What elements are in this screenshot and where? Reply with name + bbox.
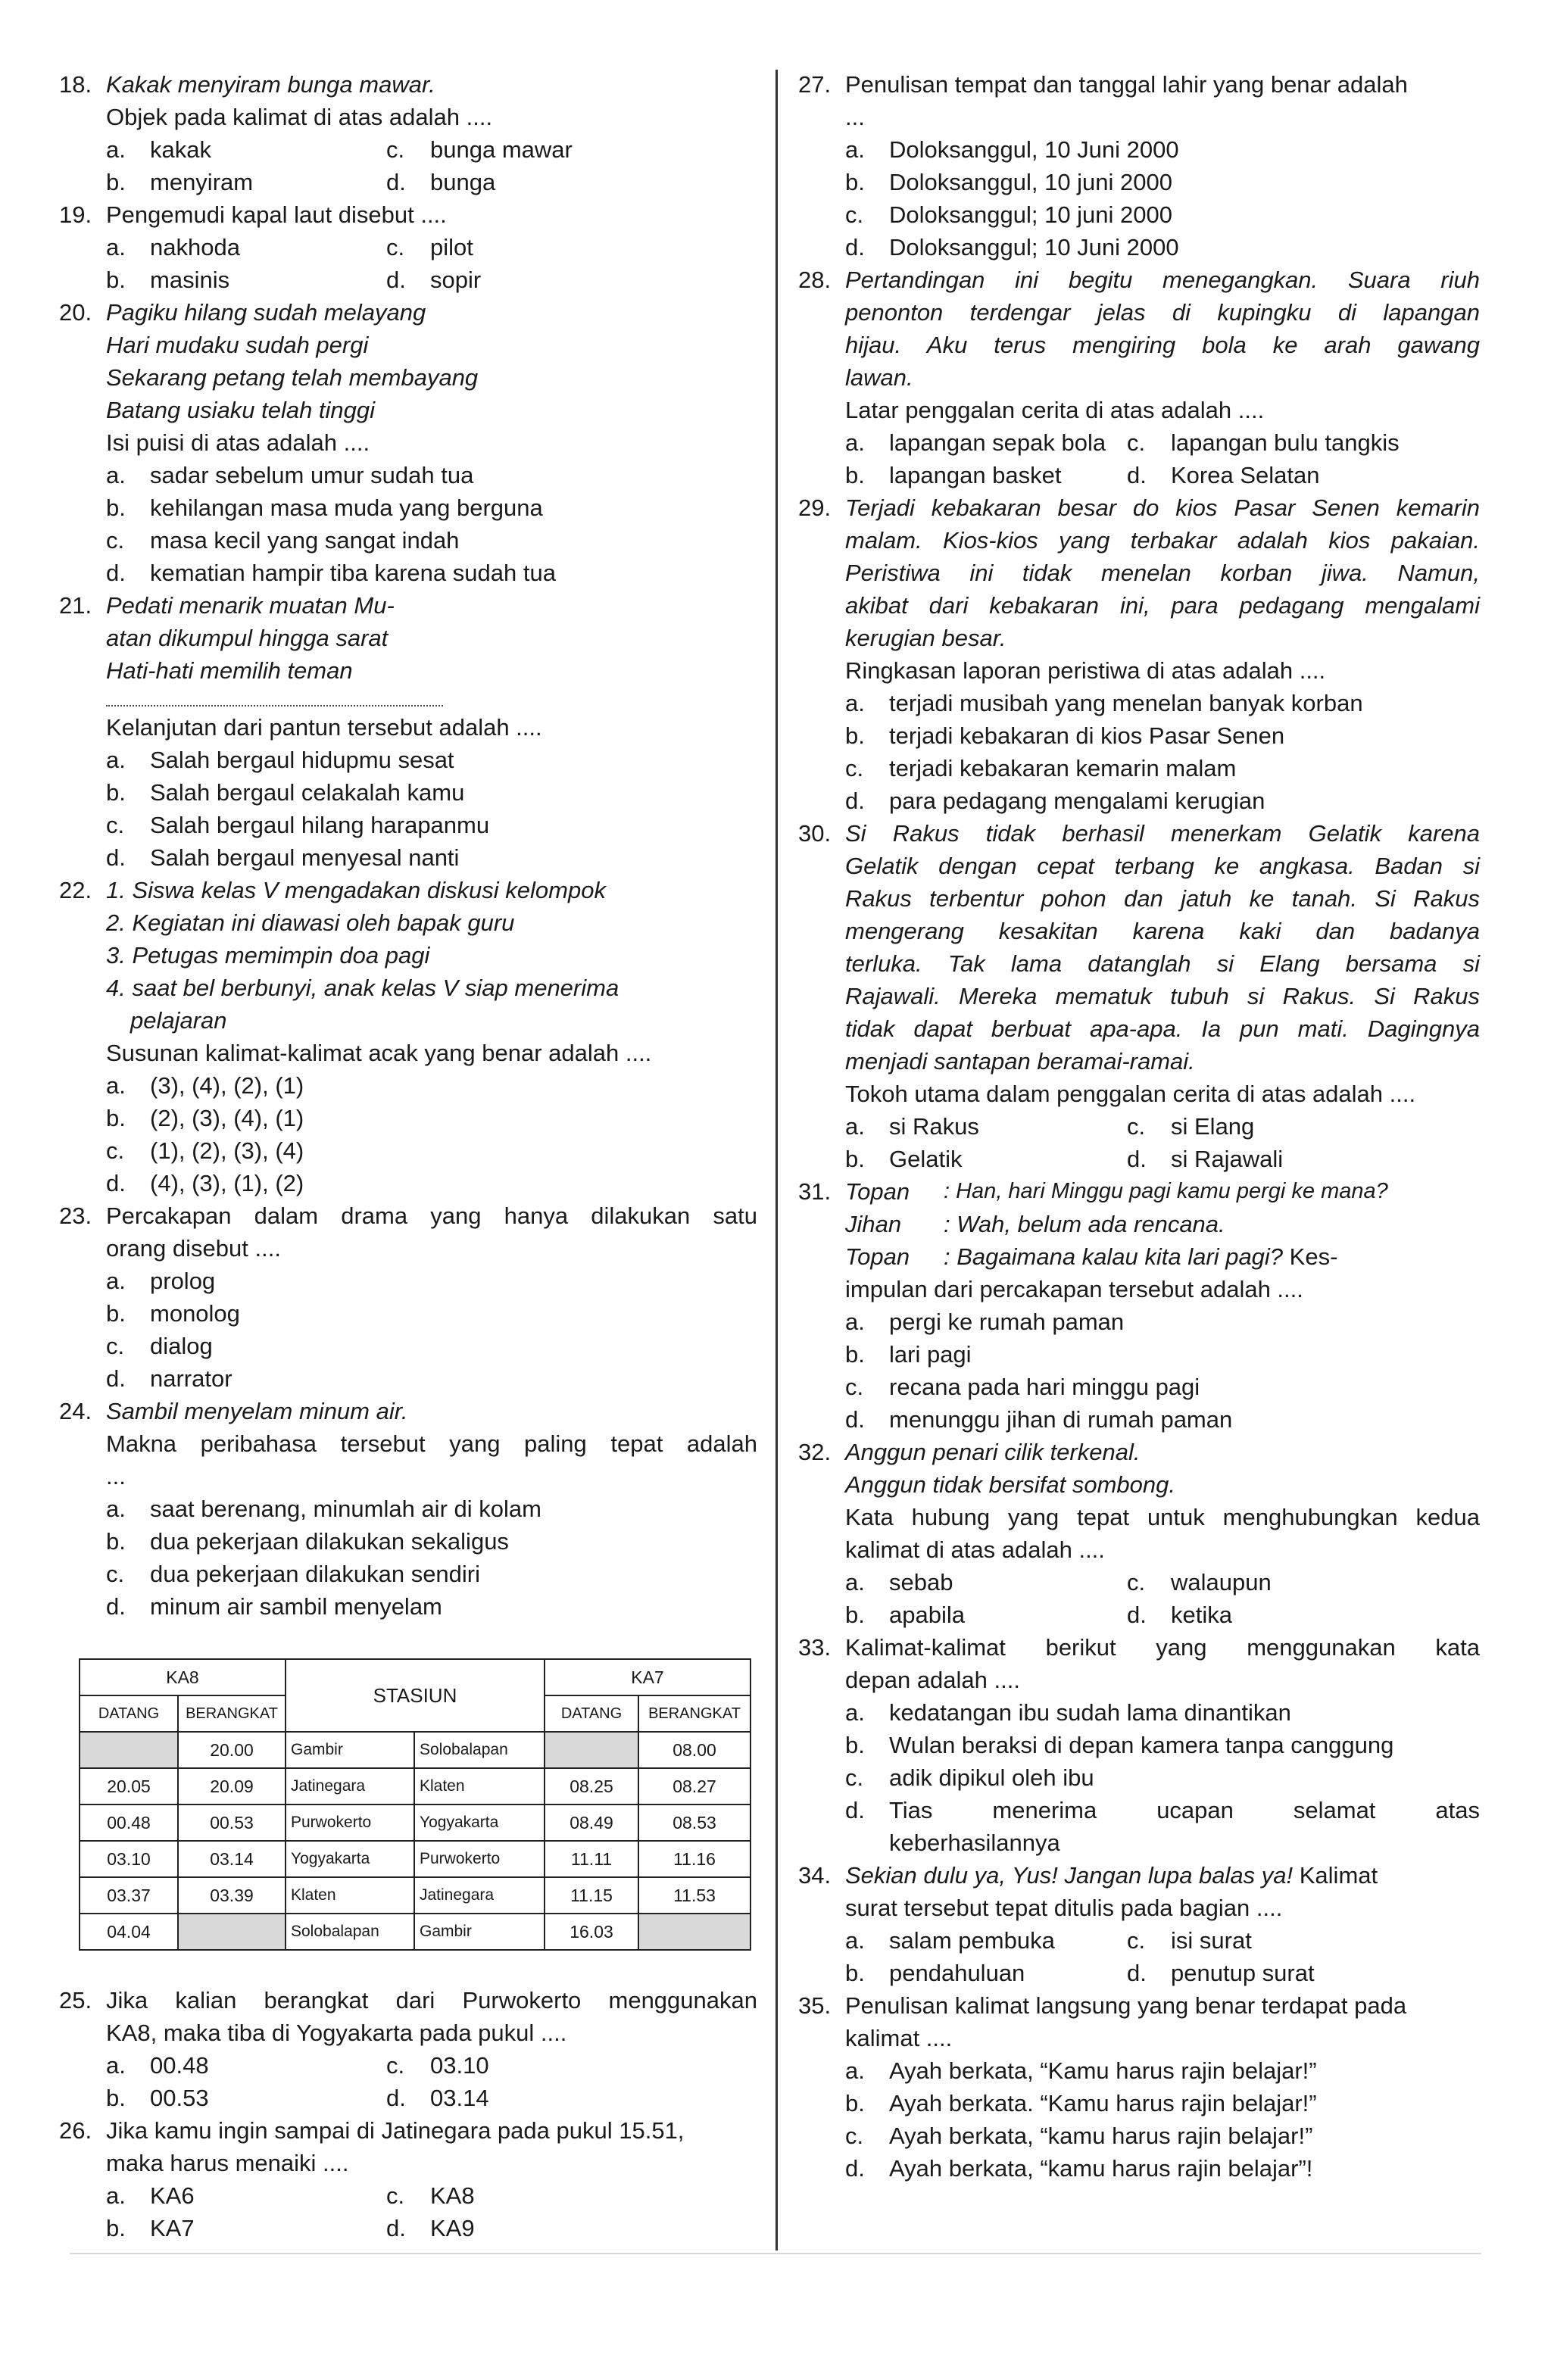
option-b[interactable]: b. dua pekerjaan dilakukan sekaligus [106, 1528, 509, 1555]
option-a[interactable]: a. lapangan sepak bola [845, 429, 1106, 456]
question-34 [798, 1859, 1480, 1892]
table-row [80, 1732, 751, 1768]
option-b[interactable]: b. Doloksanggul, 10 juni 2000 [845, 169, 1172, 195]
question-stem: Percakapan dalam drama yang hanya dilakukan satu [106, 1202, 757, 1229]
table-cell: 08.27 [638, 1768, 751, 1804]
option-d[interactable]: d. kematian hampir tiba karena sudah tua [106, 560, 556, 586]
option-c[interactable]: c. walaupun [1127, 1569, 1272, 1596]
table-cell [638, 1914, 751, 1950]
option-c[interactable]: c. si Elang [1127, 1113, 1255, 1140]
passage-line: Rakus terbentur pohon dan jatuh ke tanah. Si Rakus [845, 885, 1480, 912]
option-c[interactable]: c. bunga mawar [386, 136, 573, 163]
sentence-item: Anggun penari cilik terkenal. [845, 1439, 1141, 1465]
table-cell: Purwokerto [414, 1841, 545, 1877]
table-cell: 20.00 [178, 1732, 286, 1768]
header-stasiun: STASIUN [286, 1659, 545, 1732]
table-cell: 11.15 [545, 1877, 638, 1914]
question-number: 24. [59, 1398, 92, 1424]
table-cell: 00.53 [178, 1804, 286, 1841]
question-number: 25. [59, 1987, 92, 2013]
option-b[interactable]: b. terjadi kebakaran di kios Pasar Senen [845, 722, 1285, 749]
poem-line: atan dikumpul hingga sarat [106, 625, 389, 651]
table-cell: 20.05 [80, 1768, 178, 1804]
option-c[interactable]: c. Doloksanggul; 10 juni 2000 [845, 201, 1172, 228]
table-cell: Yogyakarta [414, 1804, 545, 1841]
table-cell: 08.49 [545, 1804, 638, 1841]
passage-line: lawan. [845, 364, 913, 391]
question-prompt: impulan dari percakapan tersebut adalah .... [845, 1276, 1303, 1302]
option-a[interactable]: a. si Rakus [845, 1113, 979, 1140]
question-prompt: ... [106, 1463, 126, 1489]
column-divider [776, 70, 778, 2251]
option-b[interactable]: b. KA7 [106, 2215, 195, 2241]
question-number: 28. [798, 267, 832, 293]
sentence-item: 4. saat bel berbunyi, anak kelas V siap menerima [106, 975, 619, 1001]
option-d[interactable]: d. menunggu jihan di rumah paman [845, 1406, 1233, 1433]
option-a[interactable]: a. sebab [845, 1569, 953, 1596]
speaker-name: Topan [845, 1243, 910, 1270]
option-d[interactable]: d. KA9 [386, 2215, 475, 2241]
question-prompt: Latar penggalan cerita di atas adalah .... [845, 397, 1265, 423]
option-a[interactable]: a. Doloksanggul, 10 Juni 2000 [845, 136, 1179, 163]
passage-line: Terjadi kebakaran besar do kios Pasar Senen kemarin [845, 494, 1480, 521]
question-29 [798, 491, 1480, 524]
question-number: 33. [798, 1634, 832, 1661]
question-prompt: Kata hubung yang tepat untuk menghubungkan kedua [845, 1504, 1480, 1530]
options-row [845, 1566, 1480, 1599]
question-number: 20. [59, 299, 92, 326]
option-d[interactable]: d. para pedagang mengalami kerugian [845, 788, 1265, 814]
poem-line: Sekarang petang telah membayang [106, 364, 479, 391]
options-row [106, 133, 757, 166]
options-row [845, 426, 1480, 459]
poem-line: Hari mudaku sudah pergi [106, 332, 369, 358]
option-d[interactable]: d. 03.14 [386, 2085, 489, 2111]
table-cell: 03.37 [80, 1877, 178, 1914]
option-a[interactable]: a. Salah bergaul hidupmu sesat [106, 747, 454, 773]
option-c[interactable]: c. Salah bergaul hilang harapanmu [106, 812, 490, 838]
header-ka7: KA7 [545, 1659, 751, 1695]
table-cell: 00.48 [80, 1804, 178, 1841]
option-d[interactable]: d. narrator [106, 1365, 232, 1392]
passage-line: Peristiwa ini tidak menelan korban jiwa. Namun, [845, 560, 1480, 586]
poem-line: Pagiku hilang sudah melayang [106, 299, 426, 326]
question-stem: Kalimat [1293, 1862, 1378, 1889]
question-28 [798, 264, 1480, 296]
passage-line: akibat dari kebakaran ini, para pedagang mengalami [845, 592, 1480, 619]
option-a[interactable]: a. pergi ke rumah paman [845, 1309, 1125, 1335]
blank-line [106, 690, 443, 707]
option-b[interactable]: b. (2), (3), (4), (1) [106, 1105, 304, 1131]
question-20 [59, 296, 757, 329]
poem-line: Batang usiaku telah tinggi [106, 397, 376, 423]
option-a[interactable]: a. Ayah berkata, “Kamu harus rajin belajar!” [845, 2057, 1317, 2084]
question-prompt: Makna peribahasa tersebut yang paling tepat adalah [106, 1430, 757, 1457]
option-c[interactable]: c. 03.10 [386, 2052, 489, 2079]
option-b[interactable]: b. 00.53 [106, 2085, 209, 2111]
table-cell: Purwokerto [286, 1804, 414, 1841]
header-berangkat: BERANGKAT [638, 1695, 751, 1732]
option-b[interactable]: b. Wulan beraksi di depan kamera tanpa canggung [845, 1732, 1394, 1758]
question-24 [59, 1395, 757, 1427]
question-30 [798, 817, 1480, 850]
option-a[interactable]: a. (3), (4), (2), (1) [106, 1072, 304, 1099]
question-stem: Jika kalian berangkat dari Purwokerto menggunakan [106, 1987, 757, 2013]
table-cell: Solobalapan [286, 1914, 414, 1950]
table-row [80, 1768, 751, 1804]
options-row [106, 2212, 757, 2244]
options-row [106, 264, 757, 296]
question-stem: Pengemudi kapal laut disebut .... [106, 201, 447, 228]
option-a[interactable]: a. terjadi musibah yang menelan banyak korban [845, 690, 1363, 716]
option-b[interactable]: b. menyiram [106, 169, 254, 195]
option-a[interactable]: a. salam pembuka [845, 1927, 1055, 1954]
footer-rule [70, 2253, 1481, 2254]
question-number: 35. [798, 1992, 832, 2019]
option-d[interactable]: d. Tias menerima ucapan selamat atas [845, 1797, 1480, 1823]
option-c[interactable]: c. isi surat [1127, 1927, 1252, 1954]
question-prompt: Ringkasan laporan peristiwa di atas adalah .... [845, 657, 1326, 684]
option-c[interactable]: c. pilot [386, 234, 473, 260]
question-27 [798, 68, 1480, 101]
dialog-line: : Bagaimana kalau kita lari pagi? [944, 1243, 1284, 1270]
table-cell: Solobalapan [414, 1732, 545, 1768]
header-berangkat: BERANGKAT [178, 1695, 286, 1732]
option-d[interactable]: d. Ayah berkata, “kamu harus rajin belajar”! [845, 2155, 1313, 2182]
option-a[interactable]: a. nakhoda [106, 234, 240, 260]
speaker-name: Jihan [845, 1211, 902, 1237]
option-d-continuation: keberhasilannya [889, 1829, 1060, 1856]
option-a[interactable]: a. kedatangan ibu sudah lama dinantikan [845, 1699, 1291, 1726]
options-row [106, 166, 757, 198]
table-cell [80, 1732, 178, 1768]
option-b[interactable]: b. pendahuluan [845, 1960, 1025, 1986]
option-d[interactable]: d. bunga [386, 169, 496, 195]
option-d[interactable]: d. ketika [1127, 1602, 1232, 1628]
question-stem: surat tersebut tepat ditulis pada bagian .... [845, 1895, 1283, 1921]
option-d[interactable]: d. Korea Selatan [1127, 462, 1320, 488]
table-cell: 08.53 [638, 1804, 751, 1841]
question-prompt: Isi puisi di atas adalah .... [106, 429, 370, 456]
table-cell: Jatinegara [414, 1877, 545, 1914]
table-cell: 20.09 [178, 1768, 286, 1804]
options-row [845, 1599, 1480, 1631]
options-row [845, 1143, 1480, 1175]
question-prompt: Tokoh utama dalam penggalan cerita di atas adalah .... [845, 1081, 1416, 1107]
question-stem: Sambil menyelam minum air. [106, 1398, 408, 1424]
question-number: 30. [798, 820, 832, 847]
table-cell: Gambir [414, 1914, 545, 1950]
option-b[interactable]: b. Salah bergaul celakalah kamu [106, 779, 465, 806]
question-stem: Kakak menyiram bunga mawar. [106, 71, 435, 98]
question-number: 23. [59, 1202, 92, 1229]
option-b[interactable]: b. masinis [106, 267, 230, 293]
table-cell [178, 1914, 286, 1950]
question-33 [798, 1631, 1480, 1664]
table-cell: 11.53 [638, 1877, 751, 1914]
passage-line: menjadi santapan beramai-ramai. [845, 1048, 1195, 1075]
option-c[interactable]: c. recana pada hari minggu pagi [845, 1374, 1200, 1400]
question-number: 34. [798, 1862, 832, 1889]
option-c[interactable]: c. lapangan bulu tangkis [1127, 429, 1400, 456]
options-row [106, 2082, 757, 2114]
question-number: 22. [59, 877, 92, 903]
table-cell: 03.14 [178, 1841, 286, 1877]
option-d[interactable]: d. si Rajawali [1127, 1146, 1284, 1172]
question-stem: Penulisan tempat dan tanggal lahir yang benar adalah [845, 71, 1408, 98]
speaker-name: Topan [845, 1178, 910, 1205]
option-d[interactable]: d. Doloksanggul; 10 Juni 2000 [845, 234, 1179, 260]
train-schedule-table [79, 1658, 751, 1951]
option-c[interactable]: c. dua pekerjaan dilakukan sendiri [106, 1561, 481, 1587]
question-stem: Jika kamu ingin sampai di Jatinegara pada pukul 15.51, [106, 2117, 685, 2144]
dialog-line: : Han, hari Minggu pagi kamu pergi ke mana? [944, 1179, 1388, 1203]
option-b[interactable]: b. lari pagi [845, 1341, 972, 1368]
question-stem: depan adalah .... [845, 1667, 1020, 1693]
passage-line: kerugian besar. [845, 625, 1006, 651]
question-35 [798, 1989, 1480, 2022]
passage-line: hijau. Aku terus mengiring bola ke arah gawang [845, 332, 1480, 358]
sentence-item: 2. Kegiatan ini diawasi oleh bapak guru [106, 909, 515, 936]
question-prompt: Objek pada kalimat di atas adalah .... [106, 104, 493, 130]
right-column [798, 68, 1480, 2185]
passage-line: Rajawali. Mereka mematuk tubuh si Rakus. Si Rakus [845, 983, 1480, 1009]
option-c[interactable]: c. terjadi kebakaran kemarin malam [845, 755, 1237, 781]
table-cell: 04.04 [80, 1914, 178, 1950]
passage-line: malam. Kios-kios yang terbakar adalah kios pakaian. [845, 527, 1480, 554]
question-stem: ... [845, 104, 865, 130]
question-23 [59, 1199, 757, 1232]
option-d[interactable]: d. Salah bergaul menyesal nanti [106, 844, 460, 871]
table-cell: Klaten [286, 1877, 414, 1914]
sentence-item: 3. Petugas memimpin doa pagi [106, 942, 430, 969]
passage-line: Si Rakus tidak berhasil menerkam Gelatik karena [845, 820, 1480, 847]
question-number: 27. [798, 71, 832, 98]
sentence-item: 1. Siswa kelas V mengadakan diskusi kelompok [106, 877, 606, 903]
question-prompt: kalimat di atas adalah .... [845, 1536, 1105, 1563]
question-number: 21. [59, 592, 92, 619]
table-cell: 03.10 [80, 1841, 178, 1877]
table-row [80, 1914, 751, 1950]
table-row [80, 1877, 751, 1914]
header-ka8: KA8 [80, 1659, 286, 1695]
option-a[interactable]: a. kakak [106, 136, 211, 163]
sentence-item: Anggun tidak bersifat sombong. [845, 1471, 1175, 1498]
option-b[interactable]: b. monolog [106, 1300, 240, 1327]
passage-line: tidak dapat berbuat apa-apa. Ia pun mati. Dagingnya [845, 1015, 1480, 1042]
table-cell: 08.00 [638, 1732, 751, 1768]
question-number: 18. [59, 71, 92, 98]
table-cell: Yogyakarta [286, 1841, 414, 1877]
question-prompt: Susunan kalimat-kalimat acak yang benar adalah .... [106, 1040, 652, 1066]
dialog-continuation: Kes- [1283, 1243, 1338, 1270]
option-a[interactable]: a. saat berenang, minumlah air di kolam [106, 1496, 541, 1522]
option-d[interactable]: d. minum air sambil menyelam [106, 1593, 442, 1620]
options-row [106, 2049, 757, 2082]
option-d[interactable]: d. sopir [386, 267, 482, 293]
question-21 [59, 589, 757, 622]
table-cell: 03.39 [178, 1877, 286, 1914]
question-19 [59, 198, 757, 231]
table-cell: 08.25 [545, 1768, 638, 1804]
option-a[interactable]: a. KA6 [106, 2182, 195, 2209]
sentence-item: pelajaran [130, 1007, 227, 1034]
option-d[interactable]: d. (4), (3), (1), (2) [106, 1170, 304, 1196]
question-number: 31. [798, 1178, 832, 1205]
option-c[interactable]: c. adik dipikul oleh ibu [845, 1764, 1094, 1791]
passage-line: terluka. Tak lama datanglah si Elang bersama si [845, 950, 1480, 977]
options-row [845, 1957, 1480, 1989]
options-row [845, 1924, 1480, 1957]
poem-line: Hati-hati memilih teman [106, 657, 353, 684]
question-25 [59, 1984, 757, 2017]
question-stem: Kalimat-kalimat berikut yang menggunakan kata [845, 1634, 1480, 1661]
passage-line: Gelatik dengan cepat terbang ke angkasa. Badan si [845, 853, 1480, 879]
table-cell: Jatinegara [286, 1768, 414, 1804]
passage-line: mengerang kesakitan karena kaki dan badanya [845, 918, 1480, 944]
option-b[interactable]: b. apabila [845, 1602, 965, 1628]
passage-line: Pertandingan ini begitu menegangkan. Suara riuh [845, 267, 1480, 293]
question-18 [59, 68, 757, 101]
poem-line: Pedati menarik muatan Mu- [106, 592, 395, 619]
option-a[interactable]: a. 00.48 [106, 2052, 209, 2079]
table-row [80, 1804, 751, 1841]
table-cell: 11.11 [545, 1841, 638, 1877]
option-c[interactable]: c. KA8 [386, 2182, 475, 2209]
question-22 [59, 874, 757, 906]
options-row [106, 231, 757, 264]
option-a[interactable]: a. sadar sebelum umur sudah tua [106, 462, 474, 488]
table-cell: 11.16 [638, 1841, 751, 1877]
table-cell [545, 1732, 638, 1768]
option-c[interactable]: c. Ayah berkata, “kamu harus rajin belajar!” [845, 2123, 1313, 2149]
options-row [845, 1110, 1480, 1143]
table-cell: 16.03 [545, 1914, 638, 1950]
question-number: 26. [59, 2117, 92, 2144]
question-stem: Penulisan kalimat langsung yang benar terdapat pada [845, 1992, 1407, 2019]
question-32 [798, 1436, 1480, 1468]
question-stem: maka harus menaiki .... [106, 2150, 349, 2176]
question-stem: kalimat .... [845, 2025, 953, 2051]
question-number: 32. [798, 1439, 832, 1465]
question-prompt: Kelanjutan dari pantun tersebut adalah .... [106, 714, 542, 741]
options-row [106, 2179, 757, 2212]
option-b[interactable]: b. Gelatik [845, 1146, 963, 1172]
dialog-line: : Wah, belum ada rencana. [944, 1211, 1225, 1237]
questions-25-26 [59, 1984, 757, 2244]
table-cell: Gambir [286, 1732, 414, 1768]
header-datang: DATANG [545, 1695, 638, 1732]
table-cell: Klaten [414, 1768, 545, 1804]
header-datang: DATANG [80, 1695, 178, 1732]
question-stem: orang disebut .... [106, 1235, 281, 1262]
option-a[interactable]: a. prolog [106, 1268, 216, 1294]
option-b[interactable]: b. lapangan basket [845, 462, 1062, 488]
option-d[interactable]: d. penutup surat [1127, 1960, 1315, 1986]
option-b[interactable]: b. Ayah berkata. “Kamu harus rajin belajar!” [845, 2090, 1317, 2116]
question-number: 29. [798, 494, 832, 521]
option-c[interactable]: c. (1), (2), (3), (4) [106, 1137, 304, 1164]
question-26 [59, 2114, 757, 2147]
question-31 [798, 1175, 1480, 1208]
options-row [845, 459, 1480, 491]
option-c[interactable]: c. masa kecil yang sangat indah [106, 527, 460, 554]
option-b[interactable]: b. kehilangan masa muda yang berguna [106, 494, 543, 521]
option-c[interactable]: c. dialog [106, 1333, 213, 1359]
table-row [80, 1841, 751, 1877]
letter-sentence: Sekian dulu ya, Yus! Jangan lupa balas ya! [845, 1862, 1294, 1889]
question-number: 19. [59, 201, 92, 228]
passage-line: penonton terdengar jelas di kupingku di lapangan [845, 299, 1480, 326]
question-stem: KA8, maka tiba di Yogyakarta pada pukul .... [106, 2020, 567, 2046]
